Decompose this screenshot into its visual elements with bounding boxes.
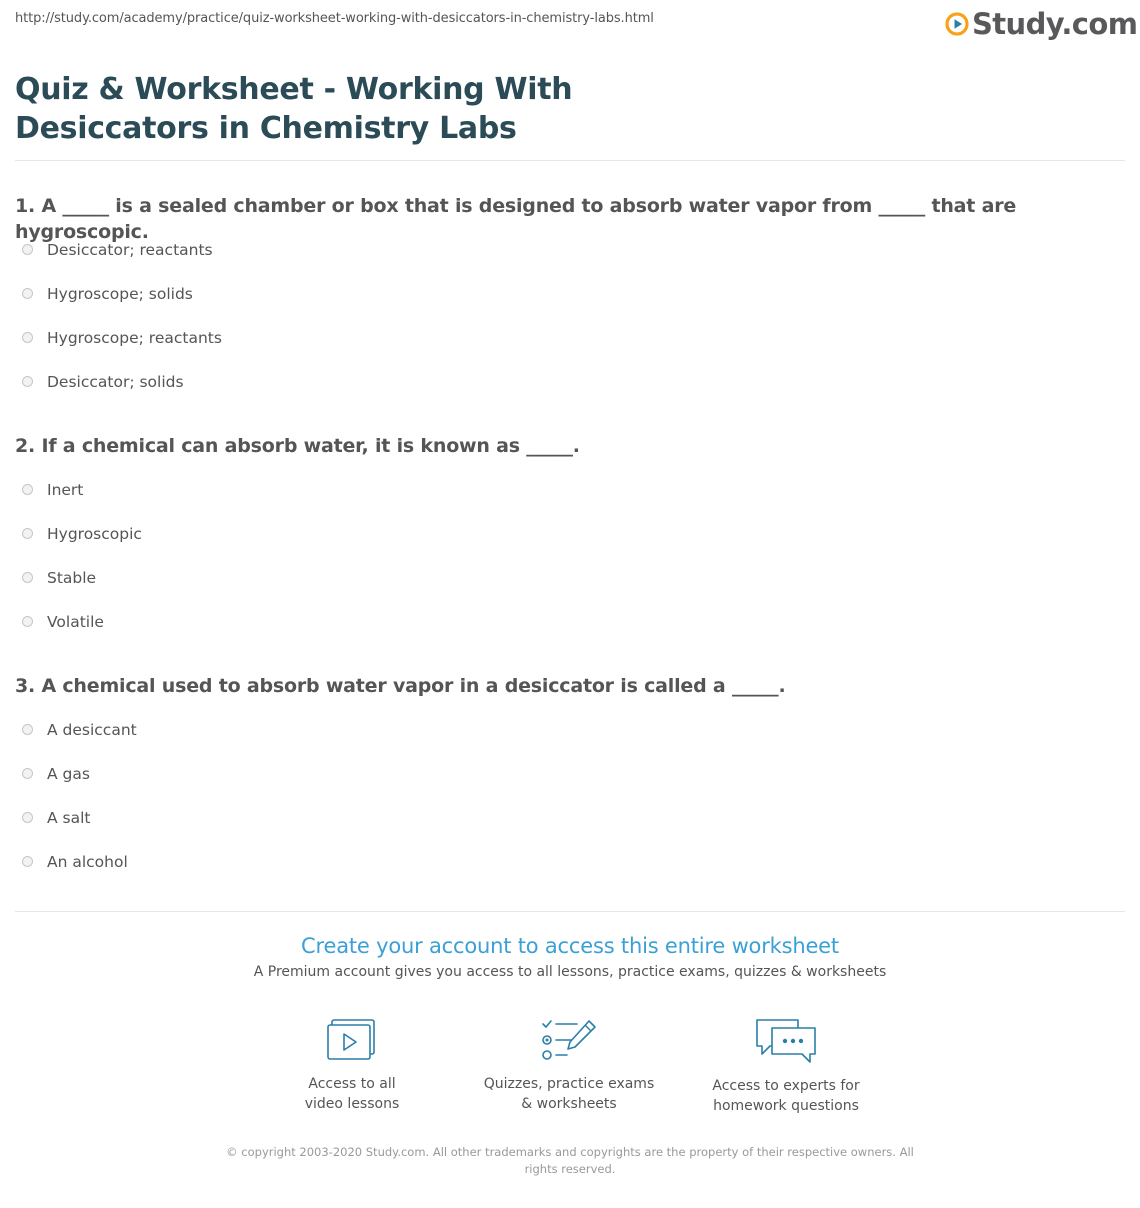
question-2: 2. If a chemical can absorb water, it is known as _____.: [15, 435, 580, 457]
radio-button[interactable]: [22, 244, 33, 255]
radio-button[interactable]: [22, 332, 33, 343]
answer-option[interactable]: [22, 329, 222, 373]
answer-option[interactable]: [22, 721, 137, 765]
feature-text-line: homework questions: [713, 1098, 859, 1114]
radio-button[interactable]: [22, 288, 33, 299]
option-label: Hygroscopic: [47, 525, 142, 543]
option-label: Desiccator; reactants: [47, 241, 213, 259]
answer-option[interactable]: [22, 853, 137, 897]
answer-option[interactable]: [22, 241, 222, 285]
radio-button[interactable]: [22, 528, 33, 539]
logo-text: Study.com: [972, 7, 1138, 41]
option-label: A gas: [47, 765, 90, 783]
feature-text-line: video lessons: [304, 1096, 400, 1112]
radio-button[interactable]: [22, 768, 33, 779]
question-1-options: [22, 241, 222, 417]
question-3-options: [22, 721, 137, 897]
question-2-options: [22, 481, 142, 657]
answer-option[interactable]: [22, 525, 142, 569]
question-3: 3. A chemical used to absorb water vapor in a desiccator is called a _____.: [15, 675, 786, 697]
radio-button[interactable]: [22, 812, 33, 823]
answer-option[interactable]: [22, 765, 137, 809]
page-url: http://study.com/academy/practice/quiz-worksheet-working-with-desiccators-in-chemistry-labs.html: [15, 11, 654, 26]
radio-button[interactable]: [22, 572, 33, 583]
radio-button[interactable]: [22, 724, 33, 735]
option-label: A desiccant: [47, 721, 137, 739]
option-label: Hygroscope; solids: [47, 285, 193, 303]
answer-option[interactable]: [22, 285, 222, 329]
study-logo[interactable]: [945, 6, 1137, 42]
feature-experts: [686, 1018, 886, 1116]
title-divider: [15, 160, 1125, 161]
feature-video-lessons: [252, 1018, 452, 1114]
radio-button[interactable]: [22, 616, 33, 627]
option-label: Stable: [47, 569, 97, 587]
copyright-notice: © copyright 2003-2020 Study.com. All other trademarks and copyrights are the property of their respective owners. All rights reserved.: [226, 1145, 914, 1176]
radio-button[interactable]: [22, 856, 33, 867]
answer-option[interactable]: [22, 613, 142, 657]
feature-quizzes: [469, 1018, 669, 1114]
page-title: Quiz & Worksheet - Working With Desiccators in Chemistry Labs: [15, 72, 573, 146]
answer-option[interactable]: [22, 809, 137, 853]
feature-text-line: & worksheets: [521, 1096, 617, 1112]
option-label: An alcohol: [47, 853, 128, 871]
option-label: Hygroscope; reactants: [47, 329, 222, 347]
option-label: Desiccator; solids: [47, 373, 184, 391]
play-circle-icon: [945, 12, 969, 36]
quiz-checklist-icon: [541, 1018, 597, 1062]
option-label: Volatile: [47, 613, 104, 631]
cta-divider: [15, 911, 1125, 912]
video-lessons-icon: [326, 1018, 378, 1062]
chat-bubbles-icon: [754, 1018, 818, 1064]
radio-button[interactable]: [22, 376, 33, 387]
radio-button[interactable]: [22, 484, 33, 495]
feature-text-line: Access to all: [308, 1076, 396, 1092]
answer-option[interactable]: [22, 569, 142, 613]
option-label: A salt: [47, 809, 91, 827]
create-account-link[interactable]: Create your account to access this entire worksheet: [301, 934, 839, 958]
feature-text-line: Access to experts for: [712, 1078, 860, 1094]
question-1: 1. A _____ is a sealed chamber or box that is designed to absorb water vapor from _____ that are hygroscopic.: [15, 195, 1017, 243]
option-label: Inert: [47, 481, 84, 499]
answer-option[interactable]: [22, 481, 142, 525]
answer-option[interactable]: [22, 373, 222, 417]
premium-description: A Premium account gives you access to all lessons, practice exams, quizzes & worksheets: [253, 964, 887, 980]
feature-text-line: Quizzes, practice exams: [483, 1076, 655, 1092]
